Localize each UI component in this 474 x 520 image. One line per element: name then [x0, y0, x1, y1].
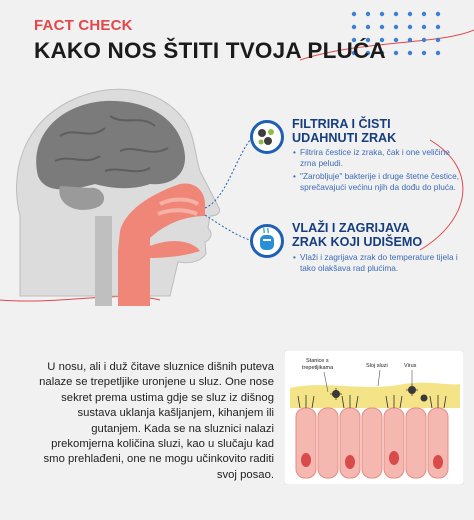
callout-humidify-title-line1: VLAŽI I ZAGRIJAVA [292, 221, 410, 235]
callout-filter-bullet: • "Zarobljuje" bakterije i druge štetne čestice, sprečavajući većinu njih da dođu do pluća. [300, 171, 460, 192]
callout-humidify-bullet: • Vlaži i zagrijava zrak do temperature tijela i tako olakšava rad plućima. [300, 252, 460, 273]
fact-check-kicker: FACT CHECK [34, 17, 133, 34]
callout-filter-title-line1: FILTRIRA I ČISTI [292, 117, 391, 131]
callout-humidify-title-line2: ZRAK KOJI UDIŠEMO [292, 235, 423, 249]
label-cilia-line1: Stanice s [306, 358, 329, 364]
callout-filter-title-line2: UDAHNUTI ZRAK [292, 131, 397, 145]
callout-filter-bullet: • Filtrira čestice iz zraka, čak i one veličine zrna peludi. [300, 147, 460, 168]
label-virus: Virus [404, 363, 417, 369]
label-mucus: Sloj sluzi [366, 363, 388, 369]
page-title: KAKO NOS ŠTITI TVOJA PLUĆA [34, 38, 386, 63]
body-paragraph: U nosu, ali i duž čitave sluznice dišnih puteva nalaze se trepetljike uronjene u sluz. One nose sekret prema ustima gdje se sluz iz dišnog sustava uklanja kašljanjem, kihanjem ili gutanjem. Kada se na sluznici nalazi prekomjerna količina sluzi, kao u slučaju kad smo prehlađeni, one ne mogu učinkovito raditi svoj posao. [39, 361, 274, 481]
label-cilia-line2: trepetljikama [302, 365, 334, 371]
cilia-mucus-diagram [284, 350, 464, 485]
